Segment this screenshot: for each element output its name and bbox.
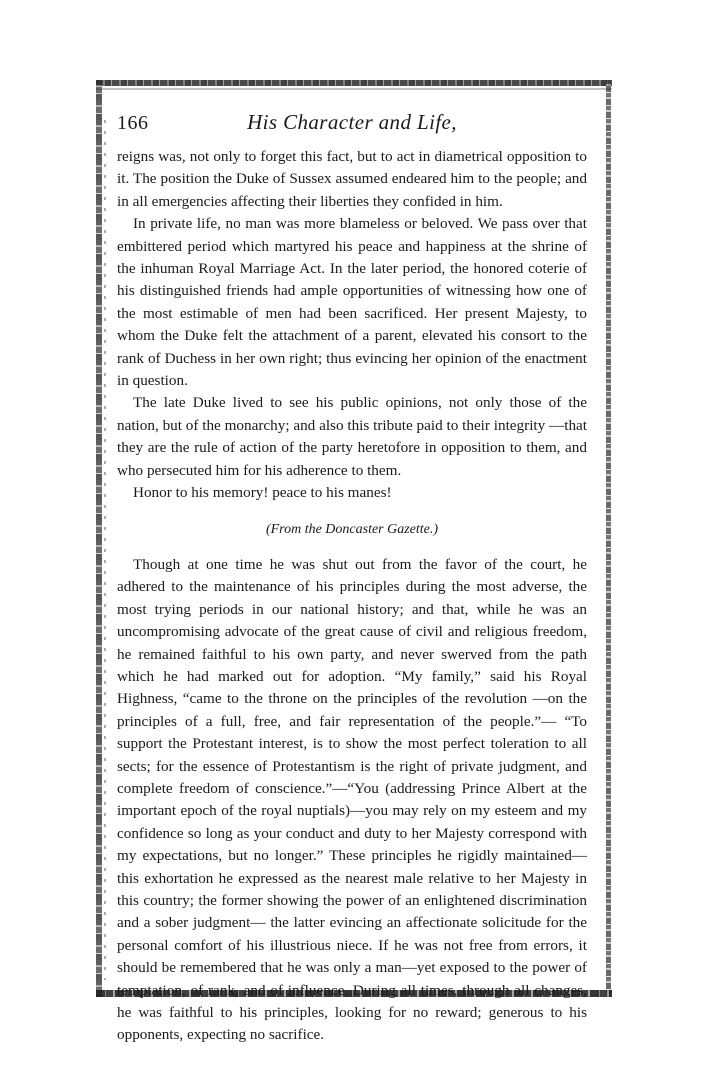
page-top-edge-line <box>96 88 612 90</box>
running-head <box>117 108 587 138</box>
source-attribution: (From the Doncaster Gazette.) <box>265 521 439 537</box>
page-right-edge <box>606 80 611 997</box>
body-text <box>117 146 587 1047</box>
page-top-edge <box>96 80 612 86</box>
page-left-edge <box>96 80 102 997</box>
running-title: His Character and Life, <box>247 110 457 134</box>
page-left-edge-inner <box>104 120 106 980</box>
paragraph-gazette: Though at one time he was shut out from the favor of the court, he adhered to the maintenance of his principles during the most adverse, the most trying periods in our national history; and that, while he was an uncompromising advocate of the great cause of civil and religious freedom, he remained faithful to his own party, and never swerved from the path which he had marked out for adoption. “My family,” said his Royal Highness, “came to the throne on the principles of the revolution —on the principles of a full, free, and fair representation of the people.”— “To support the Protestant interest, is to show the most perfect toleration to all sects; for the essence of Protestantism is the right of private judgment, and complete freedom of conscience.”—“You (addressing Prince Albert at the important epoch of the royal nuptials)—you may rely on my esteem and my confidence so long as your conduct and duty to her Majesty correspond with my expectations, but no longer.” These principles he rigidly maintained—this exhortation he expressed as the nearest male relative to her Majesty in this country; the former showing the power of an enlightened discrimination and a sober judgment— the latter evincing an affectionate solicitude for the personal comfort of his illustrious niece. If he was not free from errors, it should be remembered that he was only a man—yet exposed to the power of temptation, of rank, and of influence. During all times, through all changes, he was faithful to his principles, looking for no reward; generous to his opponents, expecting no sacrifice. <box>117 555 587 1044</box>
paragraph-private-life: In private life, no man was more blameless or beloved. We pass over that embittered period which martyred his peace and happiness at the shrine of the inhuman Royal Marriage Act. In the later period, the honored coterie of his distinguished friends had ample opportunities of witnessing how one of the most estimable of men had been sacrificed. Her present Majesty, to whom the Duke felt the attachment of a parent, elevated his consort to the rank of Duchess in her own right; thus evincing her opinion of the enactment in question. <box>117 215 587 390</box>
paragraph-continued: reigns was, not only to forget this fact, but to act in diametrical opposition to it. The position the Duke of Sussex assumed endeared him to the people; and in all emergencies affecting their liberties they confided in him. <box>117 148 587 210</box>
paragraph-honor: Honor to his memory! peace to his manes! <box>133 484 392 502</box>
paragraph-late-duke: The late Duke lived to see his public opinions, not only those of the nation, but of the monarchy; and also this tribute paid to their integrity —that they are the rule of action of the party heretofore in opposition to them, and who persecuted him for his adherence to them. <box>117 394 587 479</box>
page-number: 166 <box>117 112 149 134</box>
